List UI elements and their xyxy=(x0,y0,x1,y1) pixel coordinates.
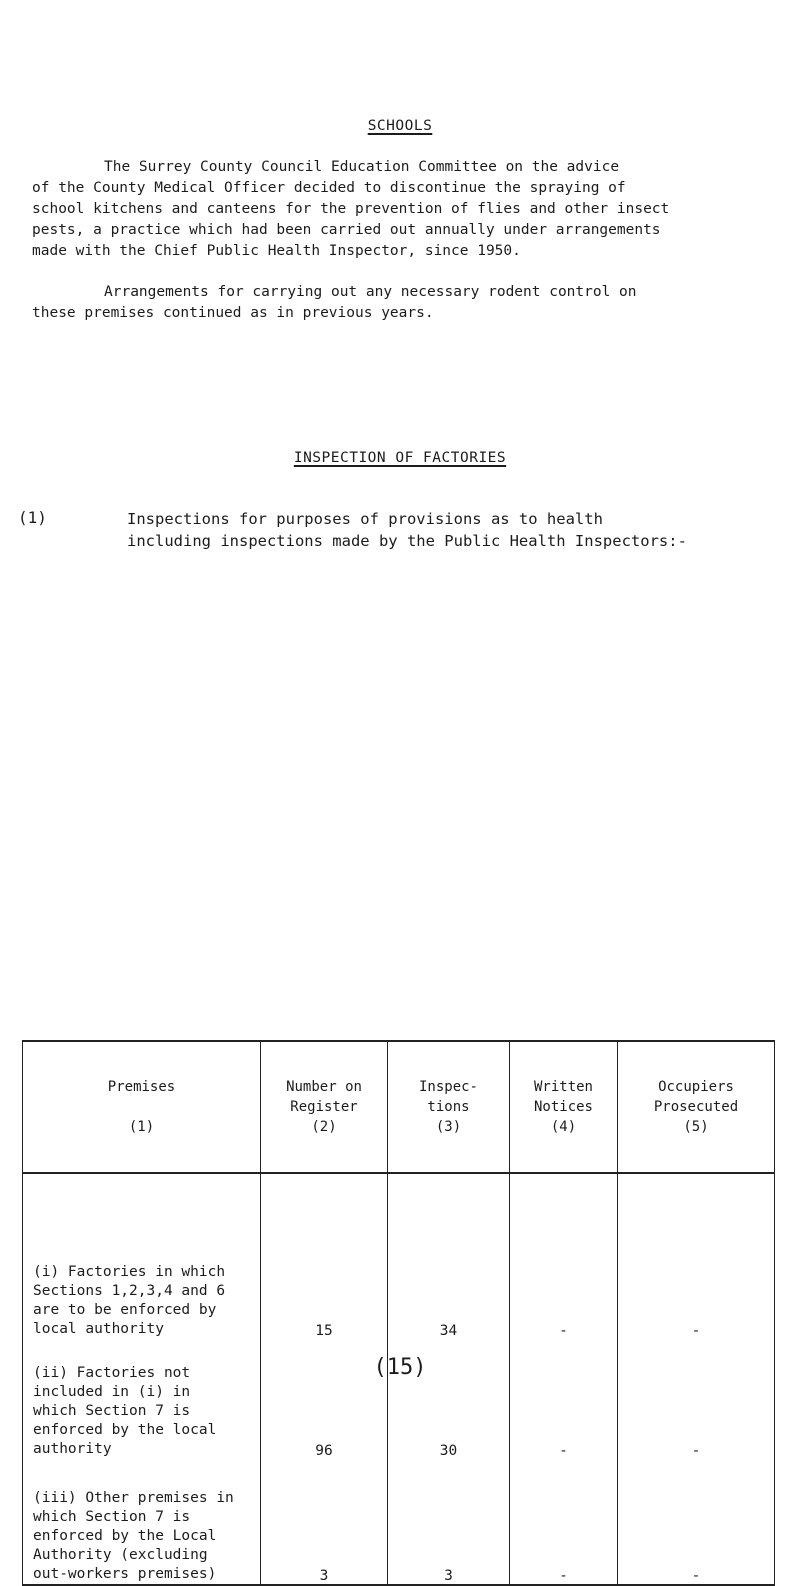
header-occupiers-prosecuted: Occupiers Prosecuted (5) xyxy=(618,1041,775,1173)
notices-cell: - xyxy=(510,1173,618,1339)
table-header-row xyxy=(23,1041,775,1173)
page-number: (15) xyxy=(373,1355,427,1380)
schools-paragraph-2: Arrangements for carrying out any necessary rodent control on these premises continued as in previous years. xyxy=(32,284,637,321)
prosecuted-cell: - xyxy=(618,1339,775,1459)
schools-paragraph-1: The Surrey County Council Education Committee on the advice of the County Medical Officer decided to discontinue the spraying of school kitchens and canteens for the prevention of flies and other insect pests, a practice which had been carried out annually under arrangements made with the Chief Public Health Inspector, since 1950. xyxy=(32,159,670,259)
header-premises: Premises (1) xyxy=(23,1041,261,1173)
inspections-cell: 3 xyxy=(388,1459,510,1585)
register-cell: 15 xyxy=(261,1173,388,1339)
register-cell: 96 xyxy=(261,1339,388,1459)
premises-cell: (iii) Other premises in which Section 7 is enforced by the Local Authority (excluding out-workers premises) xyxy=(23,1459,261,1585)
item-number: (1) xyxy=(18,508,47,527)
premises-cell: (i) Factories in which Sections 1,2,3,4 and 6 are to be enforced by local authority xyxy=(23,1173,261,1339)
premises-cell: (ii) Factories not included in (i) in which Section 7 is enforced by the local authority xyxy=(23,1339,261,1459)
table-row xyxy=(23,1459,775,1585)
header-inspections: Inspec- tions (3) xyxy=(388,1041,510,1173)
register-cell: 3 xyxy=(261,1459,388,1585)
schools-heading: SCHOOLS xyxy=(367,118,433,134)
header-written-notices: Written Notices (4) xyxy=(510,1041,618,1173)
header-number-on-register: Number on Register (2) xyxy=(261,1041,388,1173)
factories-table xyxy=(22,1040,775,1586)
item-text: Inspections for purposes of provisions as to health including inspections made by the Public Health Inspectors:- xyxy=(127,510,687,550)
factories-heading: INSPECTION OF FACTORIES xyxy=(293,450,507,466)
table-row xyxy=(23,1173,775,1339)
prosecuted-cell: - xyxy=(618,1173,775,1339)
inspections-cell: 34 xyxy=(388,1173,510,1339)
inspections-cell: 30 xyxy=(388,1339,510,1459)
notices-cell: - xyxy=(510,1459,618,1585)
prosecuted-cell: - xyxy=(618,1459,775,1585)
notices-cell: - xyxy=(510,1339,618,1459)
